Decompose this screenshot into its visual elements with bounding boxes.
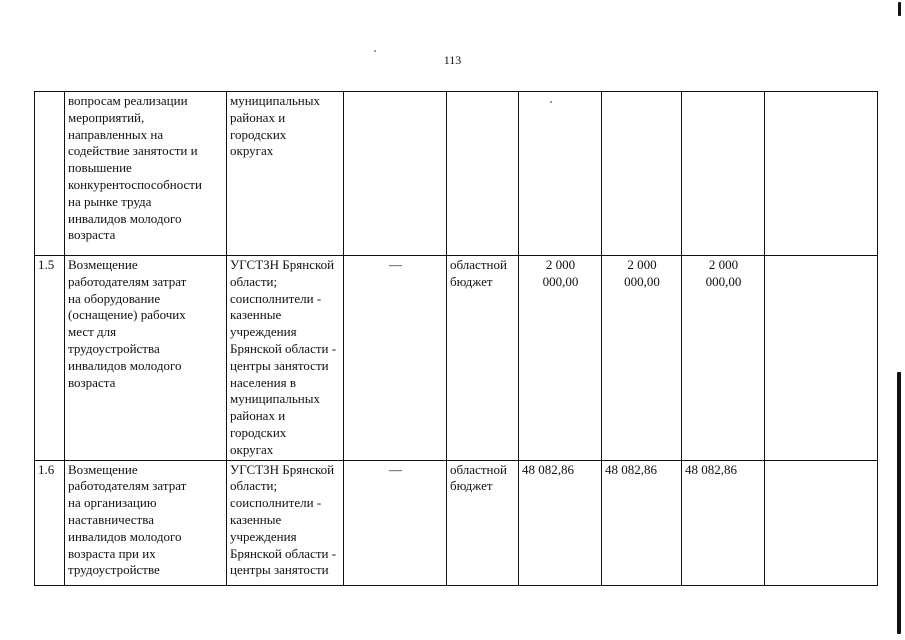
cell-measure: вопросам реализации мероприятий, направленных на содействие занятости и повышение конкурентоспособности на рынке труда инвалидов молодого возраста — [65, 92, 227, 256]
cell-num: 1.6 — [35, 460, 65, 585]
cell-year-2 — [602, 92, 682, 256]
cell-source: областной бюджет — [447, 460, 519, 585]
measures-table — [34, 91, 878, 586]
cell-year-3: 48 082,86 — [682, 460, 765, 585]
cell-num — [35, 92, 65, 256]
table-row — [35, 92, 878, 256]
cell-term: — — [344, 256, 447, 461]
cell-note — [765, 460, 878, 585]
cell-year-2: 2 000 000,00 — [602, 256, 682, 461]
cell-measure: Возмещение работодателям затрат на оборудование (оснащение) рабочих мест для трудоустройства инвалидов молодого возраста — [65, 256, 227, 461]
cell-year-1 — [519, 92, 602, 256]
cell-note — [765, 92, 878, 256]
table-row — [35, 460, 878, 585]
cell-term: — — [344, 460, 447, 585]
cell-source: областной бюджет — [447, 256, 519, 461]
scan-mark-right — [897, 372, 901, 634]
scan-speck — [374, 50, 376, 52]
cell-num: 1.5 — [35, 256, 65, 461]
cell-note — [765, 256, 878, 461]
cell-source — [447, 92, 519, 256]
cell-executor: УГСТЗН Брянской области; соисполнители - казенные учреждения Брянской области - центры занятости — [227, 460, 344, 585]
cell-executor: УГСТЗН Брянской области; соисполнители - казенные учреждения Брянской области - центры занятости населения в муниципальных районах и городских округах — [227, 256, 344, 461]
table-row — [35, 256, 878, 461]
cell-year-3: 2 000 000,00 — [682, 256, 765, 461]
scan-mark-top — [898, 2, 901, 16]
cell-executor: муниципальных районах и городских округах — [227, 92, 344, 256]
cell-year-1: 48 082,86 — [519, 460, 602, 585]
cell-year-2: 48 082,86 — [602, 460, 682, 585]
cell-year-1: 2 000 000,00 — [519, 256, 602, 461]
cell-year-3 — [682, 92, 765, 256]
page-number: 113 — [443, 53, 462, 67]
cell-measure: Возмещение работодателям затрат на организацию наставничества инвалидов молодого возраста при их трудоустройстве — [65, 460, 227, 585]
cell-term — [344, 92, 447, 256]
